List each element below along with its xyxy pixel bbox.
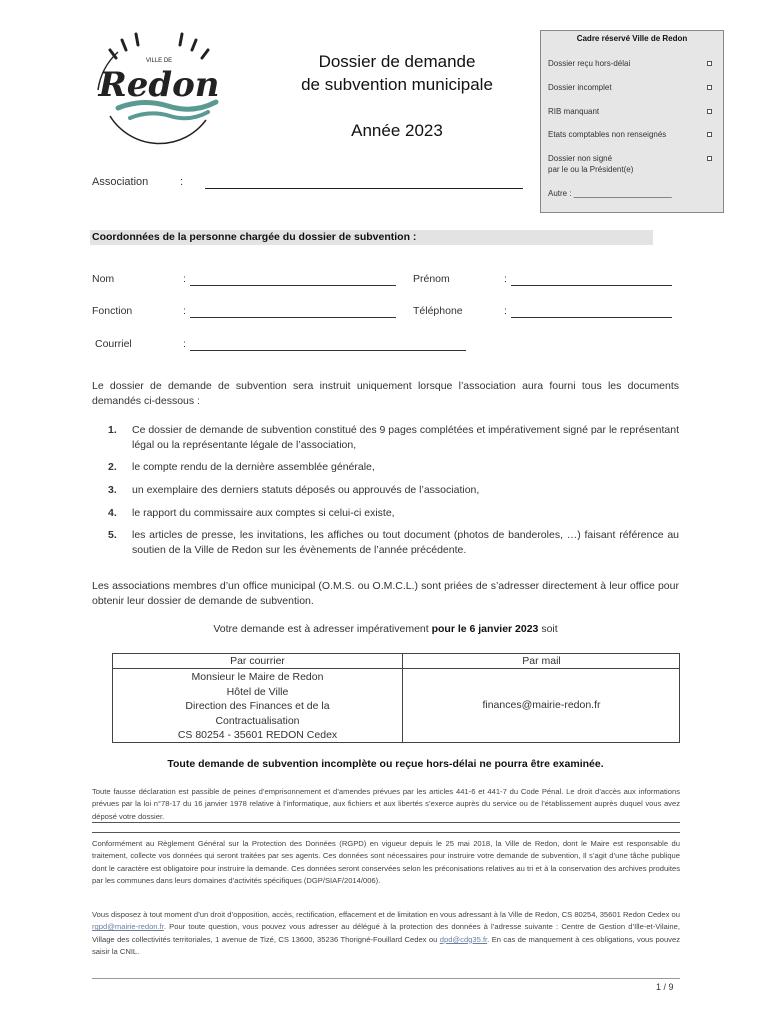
rights-notice: Vous disposez à tout moment d’un droit d’opposition, accès, rectification, effacement et de limitation en vous adressant à la Ville de Redon, CS 80254, 35601 Redon Cedex ou rgpd@mairie-redon.fr. Pour toute question, vous pouvez vous adresser au délégué à la protection des données à l’adresse suivante : Centre de Gestion d’Ille-et-Vilaine, Village des collectivités territoriales, 1 avenue de Tizé, CS 13600, 35236 Thorigné-Fouillard Cedex ou dpd@cdg35.fr. En cas de manquement à ces obligations, vous pouvez saisir la CNIL. <box>92 910 680 956</box>
section-header: Coordonnées de la personne chargée du dossier de subvention : <box>90 230 653 245</box>
rgpd-email-link[interactable]: rgpd@mairie-redon.fr <box>92 922 164 932</box>
checkbox-icon[interactable] <box>707 156 712 161</box>
prenom-field[interactable] <box>511 285 672 286</box>
courriel-label: Courriel <box>95 338 132 350</box>
title-line2: de subvention municipale <box>301 75 493 94</box>
warning-text: Toute demande de subvention incomplète ou reçue hors-délai ne pourra être examinée. <box>167 758 604 770</box>
nom-label: Nom <box>92 273 115 285</box>
dpd-email-link[interactable]: dpd@cdg35.fr <box>439 934 488 944</box>
field-colon: : <box>183 305 186 317</box>
deadline-line: Votre demande est à adresser impérativement pour le 6 janvier 2023 soit <box>213 623 558 635</box>
field-colon: : <box>504 305 507 317</box>
intro-paragraph: Le dossier de demande de subvention sera instruit uniquement lorsque l’association aura fourni tous les documents demandés ci-dessous : <box>92 380 679 407</box>
association-field[interactable] <box>205 188 523 189</box>
reserved-other[interactable]: Autre : ______________________ <box>548 189 672 198</box>
rgpd-notice: Conformément au Règlement Général sur la Protection des Données (RGPD) en vigueur depuis le 25 mai 2018, la Ville de Redon, dont le Maire est responsable du traitement, collecte vos données qui seront traitées par ses agents. Ces données sont nécessaires pour instruire votre demande de subvention, Il s’agit d’une tâche publique dont le caractère est obligatoire pour instruire la demande. Ces données seront conservées selon les préconisations relatives au tri et à la conservation des archives produites par les communes dans leurs domaines d’activités spécifiques (DGP/SIAF/2014/006). <box>92 839 680 885</box>
oms-paragraph: Les associations membres d’un office municipal (O.M.S. ou O.M.C.L.) sont priées de s’adresser directement à leur office pour obtenir leur dossier de demande de subvention. <box>92 580 679 607</box>
reserved-item: RIB manquant <box>548 106 718 117</box>
association-colon: : <box>180 176 184 188</box>
title-line1: Dossier de demande <box>318 52 476 71</box>
reserved-item: Dossier non signé <box>548 153 718 164</box>
email-address: finances@mairie-redon.fr <box>482 699 601 711</box>
table-header-courrier: Par courrier <box>230 655 285 667</box>
nom-field[interactable] <box>190 285 396 286</box>
redon-logo <box>88 28 230 146</box>
reserved-header: Cadre réservé Ville de Redon <box>576 34 688 43</box>
postal-address: Monsieur le Maire de Redon Hôtel de Ville Direction des Finances et de la Contractualisation CS 80254 - 35601 REDON Cedex <box>177 671 338 741</box>
penal-notice: Toute fausse déclaration est passible de peines d’emprisonnement et d’amendes prévues par les articles 441-6 et 441-7 du Code Pénal. Le droit d’accès aux informations prévues par la loi n°78-17 du 16 janvier 1978 relative à l’informatique, aux fichiers et aux libertés s’exerce auprès du service ou de l’établissement auprès duquel vous avez déposé votre dossier. <box>92 787 680 821</box>
fonction-label: Fonction <box>92 305 133 317</box>
checkbox-icon[interactable] <box>707 85 712 90</box>
divider <box>92 822 680 823</box>
svg-text:VILLE DE: VILLE DE <box>145 58 173 64</box>
telephone-label: Téléphone <box>413 305 463 317</box>
document-year: Année 2023 <box>351 121 443 140</box>
divider <box>92 832 680 833</box>
reserved-item-sub: par le ou la Président(e) <box>548 165 634 174</box>
reserved-item: Etats comptables non renseignés <box>548 129 718 140</box>
submission-table <box>112 653 680 743</box>
reserved-item: Dossier reçu hors-délai <box>548 58 718 69</box>
svg-text:Redon: Redon <box>98 65 220 105</box>
field-colon: : <box>183 338 186 350</box>
prenom-label: Prénom <box>413 273 450 285</box>
reserved-box <box>540 30 724 213</box>
field-colon: : <box>183 273 186 285</box>
reserved-item: Dossier incomplet <box>548 82 718 93</box>
courriel-field[interactable] <box>190 350 466 351</box>
telephone-field[interactable] <box>511 317 672 318</box>
divider <box>92 978 680 979</box>
table-header-mail: Par mail <box>522 655 561 667</box>
deadline-date: pour le 6 janvier 2023 <box>431 623 539 635</box>
document-title <box>272 50 522 96</box>
checkbox-icon[interactable] <box>707 61 712 66</box>
list-item: 1. Ce dossier de demande de subvention constitué des 9 pages complétées et impérativement signé par le représentant légal ou la représentante légale de l’association, <box>108 424 679 451</box>
association-label: Association <box>92 176 149 188</box>
page-number: 1 / 9 <box>656 982 674 992</box>
checkbox-icon[interactable] <box>707 132 712 137</box>
checkbox-icon[interactable] <box>707 109 712 114</box>
field-colon: : <box>504 273 507 285</box>
fonction-field[interactable] <box>190 317 396 318</box>
